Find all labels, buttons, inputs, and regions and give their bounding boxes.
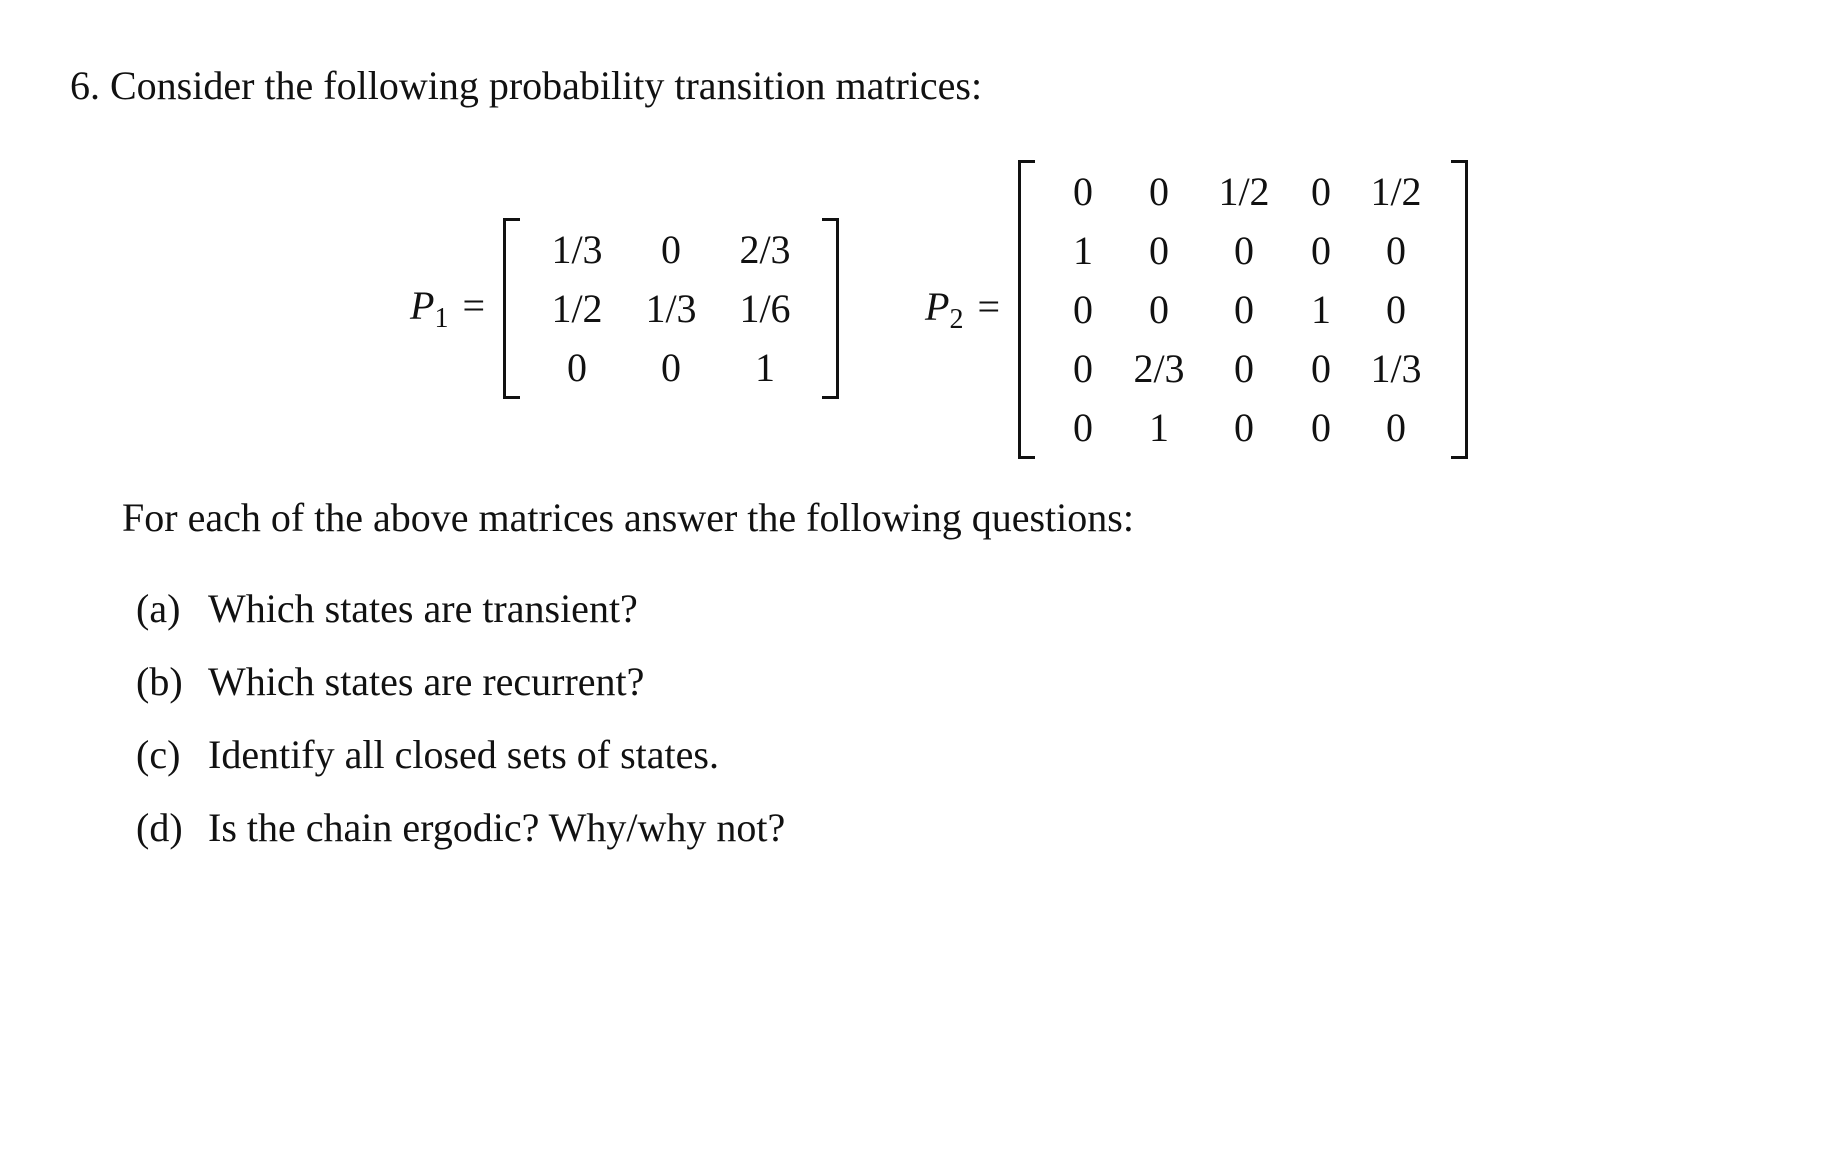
matrix-p2-label <box>925 283 1000 336</box>
matrix-p2-subscript: 2 <box>949 304 964 335</box>
matrix-p2-symbol: P <box>925 284 950 329</box>
matrix-p2-cell-r4-c1: 0 <box>1073 346 1093 391</box>
matrix-p2-cell-r5-c3: 0 <box>1234 405 1254 450</box>
matrix-p2-cell-r4-c4: 0 <box>1311 346 1331 391</box>
problem-heading: 6. Consider the following probability transition matrices: <box>70 63 983 108</box>
matrix-p1-symbol: P <box>410 283 435 328</box>
matrix-p2-cell-r2-c2: 0 <box>1149 228 1169 273</box>
matrix-p1-cell-r2-c3: 1/6 <box>739 286 791 331</box>
matrix-p2-right-bracket <box>1451 160 1468 459</box>
matrix-p1-cell-r3-c2: 0 <box>661 345 681 390</box>
matrix-p1-cell-r3-c1: 0 <box>567 345 587 390</box>
matrix-p2-cell-r3-c2: 0 <box>1149 287 1169 332</box>
matrix-p1-right-bracket <box>822 218 839 399</box>
question-b-marker: (b) <box>136 659 183 704</box>
question-a-marker: (a) <box>136 586 181 631</box>
matrix-p2-left-bracket <box>1018 160 1035 459</box>
question-b <box>136 659 785 732</box>
matrix-p2-cell-r5-c4: 0 <box>1311 405 1331 450</box>
matrix-p2-cell-r2-c3: 0 <box>1234 228 1254 273</box>
matrix-p2-equals: = <box>977 284 1000 329</box>
matrix-p2-cell-r1-c3: 1/2 <box>1218 169 1270 214</box>
matrix-p1-subscript: 1 <box>434 303 449 334</box>
matrix-p2-cell-r4-c3: 0 <box>1234 346 1254 391</box>
matrix-p2-cell-r3-c3: 0 <box>1234 287 1254 332</box>
matrix-p1-cell-r3-c3: 1 <box>755 345 775 390</box>
matrix-p2-cell-r4-c2: 2/3 <box>1133 346 1185 391</box>
matrix-p2-cell-r3-c1: 0 <box>1073 287 1093 332</box>
matrix-p2-cell-r3-c4: 1 <box>1311 287 1331 332</box>
question-b-text: Which states are recurrent? <box>208 659 645 704</box>
matrix-p2-body <box>1035 160 1451 459</box>
matrix-p1-body <box>520 218 822 399</box>
matrix-p1-label <box>410 282 485 335</box>
question-c-marker: (c) <box>136 732 181 777</box>
matrix-p2-cell-r1-c5: 1/2 <box>1370 169 1422 214</box>
question-d <box>136 805 785 878</box>
matrix-p1 <box>410 218 839 399</box>
matrix-p2-cell-r5-c1: 0 <box>1073 405 1093 450</box>
matrix-p2 <box>925 160 1468 459</box>
question-list <box>136 586 785 878</box>
question-c <box>136 732 785 805</box>
question-a <box>136 586 785 659</box>
matrix-p1-equals: = <box>462 283 485 328</box>
matrix-p1-cell-r2-c2: 1/3 <box>645 286 697 331</box>
question-d-text: Is the chain ergodic? Why/why not? <box>208 805 786 850</box>
question-a-text: Which states are transient? <box>208 586 638 631</box>
matrix-p2-cell-r4-c5: 1/3 <box>1370 346 1422 391</box>
matrix-p2-cell-r1-c2: 0 <box>1149 169 1169 214</box>
matrix-p1-left-bracket <box>503 218 520 399</box>
matrix-p2-cell-r1-c1: 0 <box>1073 169 1093 214</box>
matrix-p2-cell-r3-c5: 0 <box>1386 287 1406 332</box>
matrix-p1-cell-r1-c2: 0 <box>661 227 681 272</box>
matrix-p2-cell-r1-c4: 0 <box>1311 169 1331 214</box>
question-d-marker: (d) <box>136 805 183 850</box>
matrix-p1-cell-r1-c1: 1/3 <box>551 227 603 272</box>
matrix-p1-cell-r1-c3: 2/3 <box>739 227 791 272</box>
matrix-p1-cell-r2-c1: 1/2 <box>551 286 603 331</box>
matrix-p2-cell-r5-c5: 0 <box>1386 405 1406 450</box>
matrix-p2-cell-r2-c1: 1 <box>1073 228 1093 273</box>
matrix-p2-cell-r5-c2: 1 <box>1149 405 1169 450</box>
question-c-text: Identify all closed sets of states. <box>208 732 719 777</box>
matrix-p2-cell-r2-c5: 0 <box>1386 228 1406 273</box>
matrix-p2-cell-r2-c4: 0 <box>1311 228 1331 273</box>
instruction-text: For each of the above matrices answer the following questions: <box>122 495 1134 540</box>
